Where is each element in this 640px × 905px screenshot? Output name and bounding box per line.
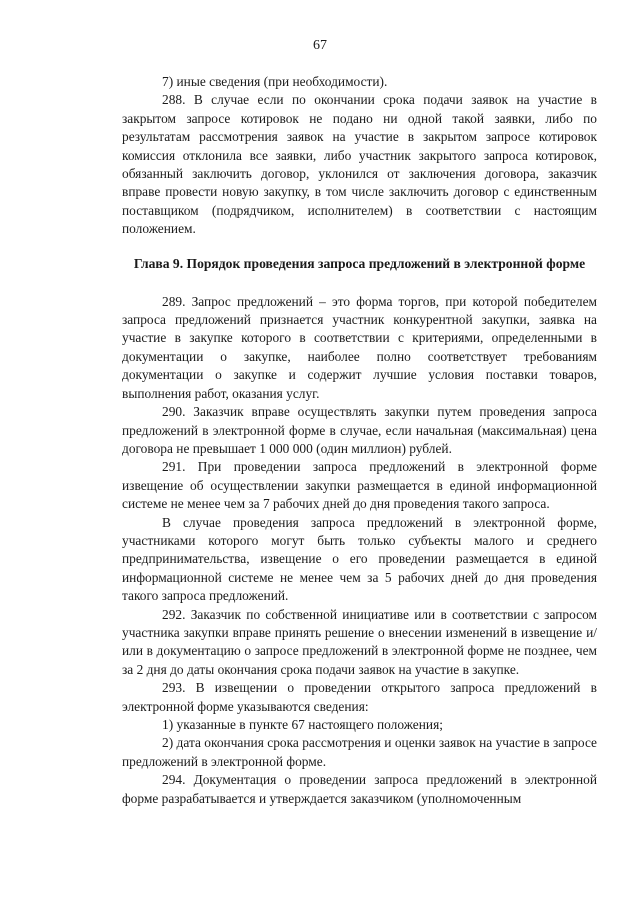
paragraph-293: 293. В извещении о проведении открытого запроса предложений в электронной форме указываются сведения: (122, 680, 597, 714)
page-number: 67 (313, 38, 327, 53)
paragraph-290: 290. Заказчик вправе осуществлять закупки путем проведения запроса предложений в электронной форме в случае, если начальная (максимальная) цена договора не превышает 1 000 000 (один миллион) рублей. (122, 404, 597, 456)
document-body (122, 73, 597, 808)
paragraph-289: 289. Запрос предложений – это форма торгов, при которой победителем запроса предложений признается участник конкурентной закупки, заявка на участие в закупке которого в соответствии с критериями, определенными в документации о закупке, наиболее полно соответствует требованиям документации о закупке и содержит лучшие условия поставки товаров, выполнения работ, оказания услуг. (122, 293, 597, 401)
paragraph-294: 294. Документация о проведении запроса предложений в электронной форме разрабатывается и утверждается заказчиком (уполномоченным (122, 772, 597, 806)
paragraph-item-7: 7) иные сведения (при необходимости). (162, 74, 388, 89)
paragraph-293-item-2: 2) дата окончания срока рассмотрения и оценки заявок на участие в запросе предложений в электронной форме. (122, 735, 597, 769)
paragraph-293-item-1: 1) указанные в пункте 67 настоящего положения; (162, 717, 443, 732)
paragraph-292: 292. Заказчик по собственной инициативе или в соответствии с запросом участника закупки вправе принять решение о внесении изменений в извещение и/или в документацию о запросе предложений в электронной форме не позднее, чем за 2 дня до даты окончания срока подачи заявок на участие в закупке. (122, 606, 597, 677)
paragraph-291-smb: В случае проведения запроса предложений в электронной форме, участниками которого могут быть только субъекты малого и среднего предпринимательства, извещение о его проведении размещается в единой информационной системе не менее чем за 5 рабочих дней до дня проведения такого запроса предложений. (122, 514, 597, 604)
paragraph-291: 291. При проведении запроса предложений в электронной форме извещение об осуществлении закупки размещается в единой информационной системе не менее чем за 7 рабочих дней до дня проведения такого запроса. (122, 459, 597, 512)
chapter-title: Глава 9. Порядок проведения запроса предложений в электронной форме (133, 255, 586, 271)
paragraph-288: 288. В случае если по окончании срока подачи заявок на участие в закрытом запросе котировок не подано ни одной такой заявки, либо по результатам рассмотрения заявок на участие в закрытом запросе котировок комиссия отклонила все заявки, либо участник закрытого запроса котировок, обязанный заключить договор, уклонился от заключения договора, заказчик вправе провести новую закупку, в том числе заключить договор с единственным поставщиком (подрядчиком, исполнителем) в соответствии с настоящим положением. (122, 92, 597, 237)
